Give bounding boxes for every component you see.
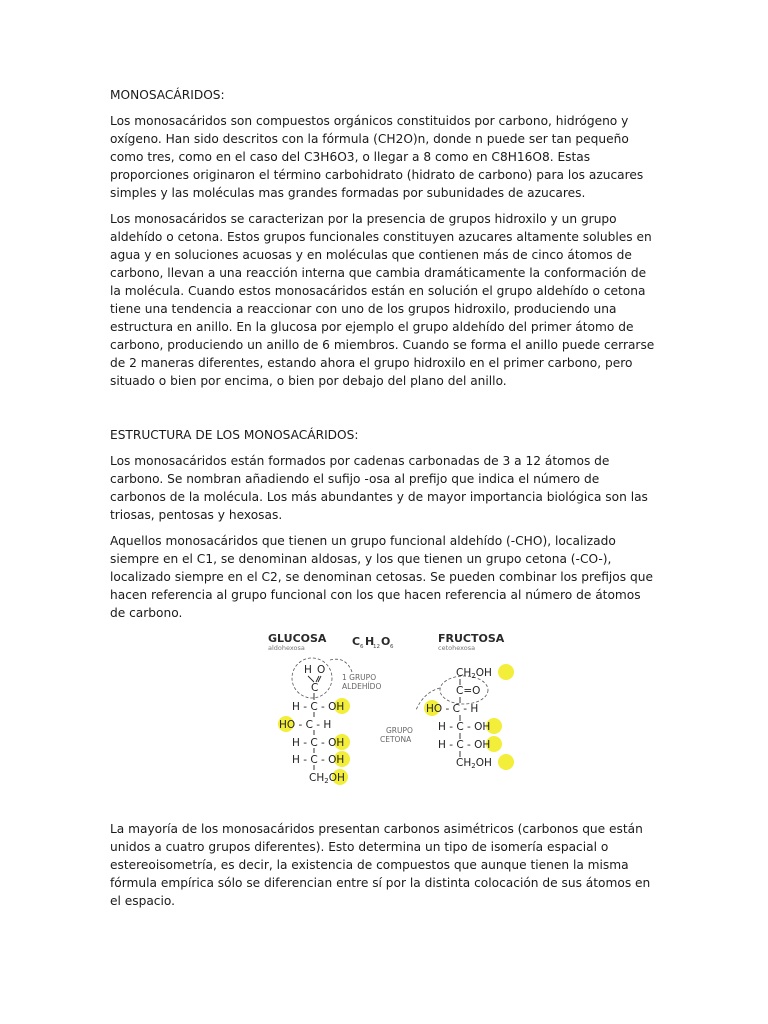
svg-text:C: C: [311, 682, 319, 694]
aldehyde-note-2: ALDEHÍDO: [342, 682, 382, 691]
glucose-fructose-figure: [264, 630, 514, 798]
svg-text:12: 12: [373, 644, 380, 650]
ketone-note-1: GRUPO: [386, 726, 413, 735]
svg-text:H - C - OH: H - C - OH: [292, 737, 345, 749]
paragraph-carbon-chains: Los monosacáridos están formados por cadenas carbonadas de 3 a 12 átomos de carbono. Se nombran añadiendo el sufijo -osa al prefijo que indica el número de carbonos de la molécula. Los más abundantes y de mayor importancia biológica son las triosas, pentosas y hexosas.: [110, 454, 648, 522]
glucose-structure: [278, 664, 350, 785]
glucose-subtitle: aldohexosa: [268, 644, 305, 652]
svg-text:C: C: [352, 635, 361, 648]
paragraph-definition: Los monosacáridos son compuestos orgánicos constituidos por carbono, hidrógeno y oxígeno. Han sido descritos con la fórmula (CH2O)n, donde n puede ser tan pequeño como tres, como en el caso del C3H6O3, o llegar a 8 como en C8H16O8. Estas proporciones originaron el término carbohidrato (hidrato de carbono) para los azucares simples y las moléculas mas grandes formadas por subunidades de azucares.: [110, 114, 644, 200]
paragraph-aldoses-ketoses: Aquellos monosacáridos que tienen un grupo funcional aldehído (-CHO), localizado siempre en el C1, se denominan aldosas, y los que tienen un grupo cetona (-CO-), localizado siempre en el C2, se denominan cetosas. Se pueden combinar los prefijos que hacen referencia al grupo funcional con los que hacen referencia al número de átomos de carbono.: [110, 534, 653, 620]
glucose-title: GLUCOSA: [268, 632, 327, 645]
fructose-subtitle: cetohexosa: [438, 644, 476, 652]
svg-text:H - C - OH: H - C - OH: [292, 754, 345, 766]
svg-text:HO - C - H: HO - C - H: [426, 703, 479, 715]
section-heading-monosacaridos: MONOSACÁRIDOS:: [110, 88, 225, 102]
svg-text:O: O: [317, 664, 326, 676]
section-heading-estructura: ESTRUCTURA DE LOS MONOSACÁRIDOS:: [110, 428, 359, 442]
svg-text:CH2OH: CH2OH: [456, 757, 492, 770]
aldehyde-arrow: [330, 659, 352, 672]
svg-text:CH2OH: CH2OH: [456, 667, 492, 680]
fructose-structure: [424, 664, 514, 770]
svg-text:H - C - OH: H - C - OH: [438, 721, 491, 733]
section-spacer: [110, 398, 658, 426]
svg-text:6: 6: [390, 644, 394, 650]
svg-text:O: O: [381, 635, 391, 648]
paragraph-asymmetric-carbons: La mayoría de los monosacáridos presentan carbonos asimétricos (carbonos que están unidos a cuatro grupos diferentes). Esto determina un tipo de isomería espacial o estereoisometría, es decir, la existencia de compuestos que aunque tienen la misma fórmula empírica sólo se diferencian entre sí por la distinta colocación de sus átomos en el espacio.: [110, 822, 651, 908]
svg-text:HO - C - H: HO - C - H: [279, 719, 332, 731]
molecular-formula: [352, 635, 394, 650]
paragraph-characteristics: Los monosacáridos se caracterizan por la presencia de grupos hidroxilo y un grupo aldehído o cetona. Estos grupos funcionales constituyen azucares altamente solubles en agua y en soluciones acuosas y en moléculas que contienen más de cinco átomos de carbono, llevan a una reacción interna que cambia dramáticamente la conformación de la molécula. Cuando estos monosacáridos están en solución el grupo aldehído o cetona tiene una tendencia a reaccionar con uno de los grupos hidroxilo, produciendo una estructura en anillo. En la glucosa por ejemplo el grupo aldehído del primer átomo de carbono, produciendo un anillo de 6 miembros. Cuando se forma el anillo puede cerrarse de 2 maneras diferentes, estando ahora el grupo hidroxilo en el primer carbono, pero situado o bien por encima, o bien por debajo del plano del anillo.: [110, 212, 655, 388]
svg-text:H: H: [365, 635, 375, 648]
aldehyde-note-1: 1 GRUPO: [342, 673, 377, 682]
svg-text:H - C - OH: H - C - OH: [438, 739, 491, 751]
svg-text:H - C - OH: H - C - OH: [292, 701, 345, 713]
document-page: [110, 86, 658, 918]
svg-text:6: 6: [360, 644, 364, 650]
svg-text:H: H: [304, 664, 312, 676]
svg-text:C=O: C=O: [456, 685, 481, 697]
structure-diagram: [264, 630, 514, 798]
svg-text:CH2OH: CH2OH: [309, 772, 345, 785]
fructose-title: FRUCTOSA: [438, 632, 505, 645]
ketone-note-2: CETONA: [380, 735, 412, 744]
